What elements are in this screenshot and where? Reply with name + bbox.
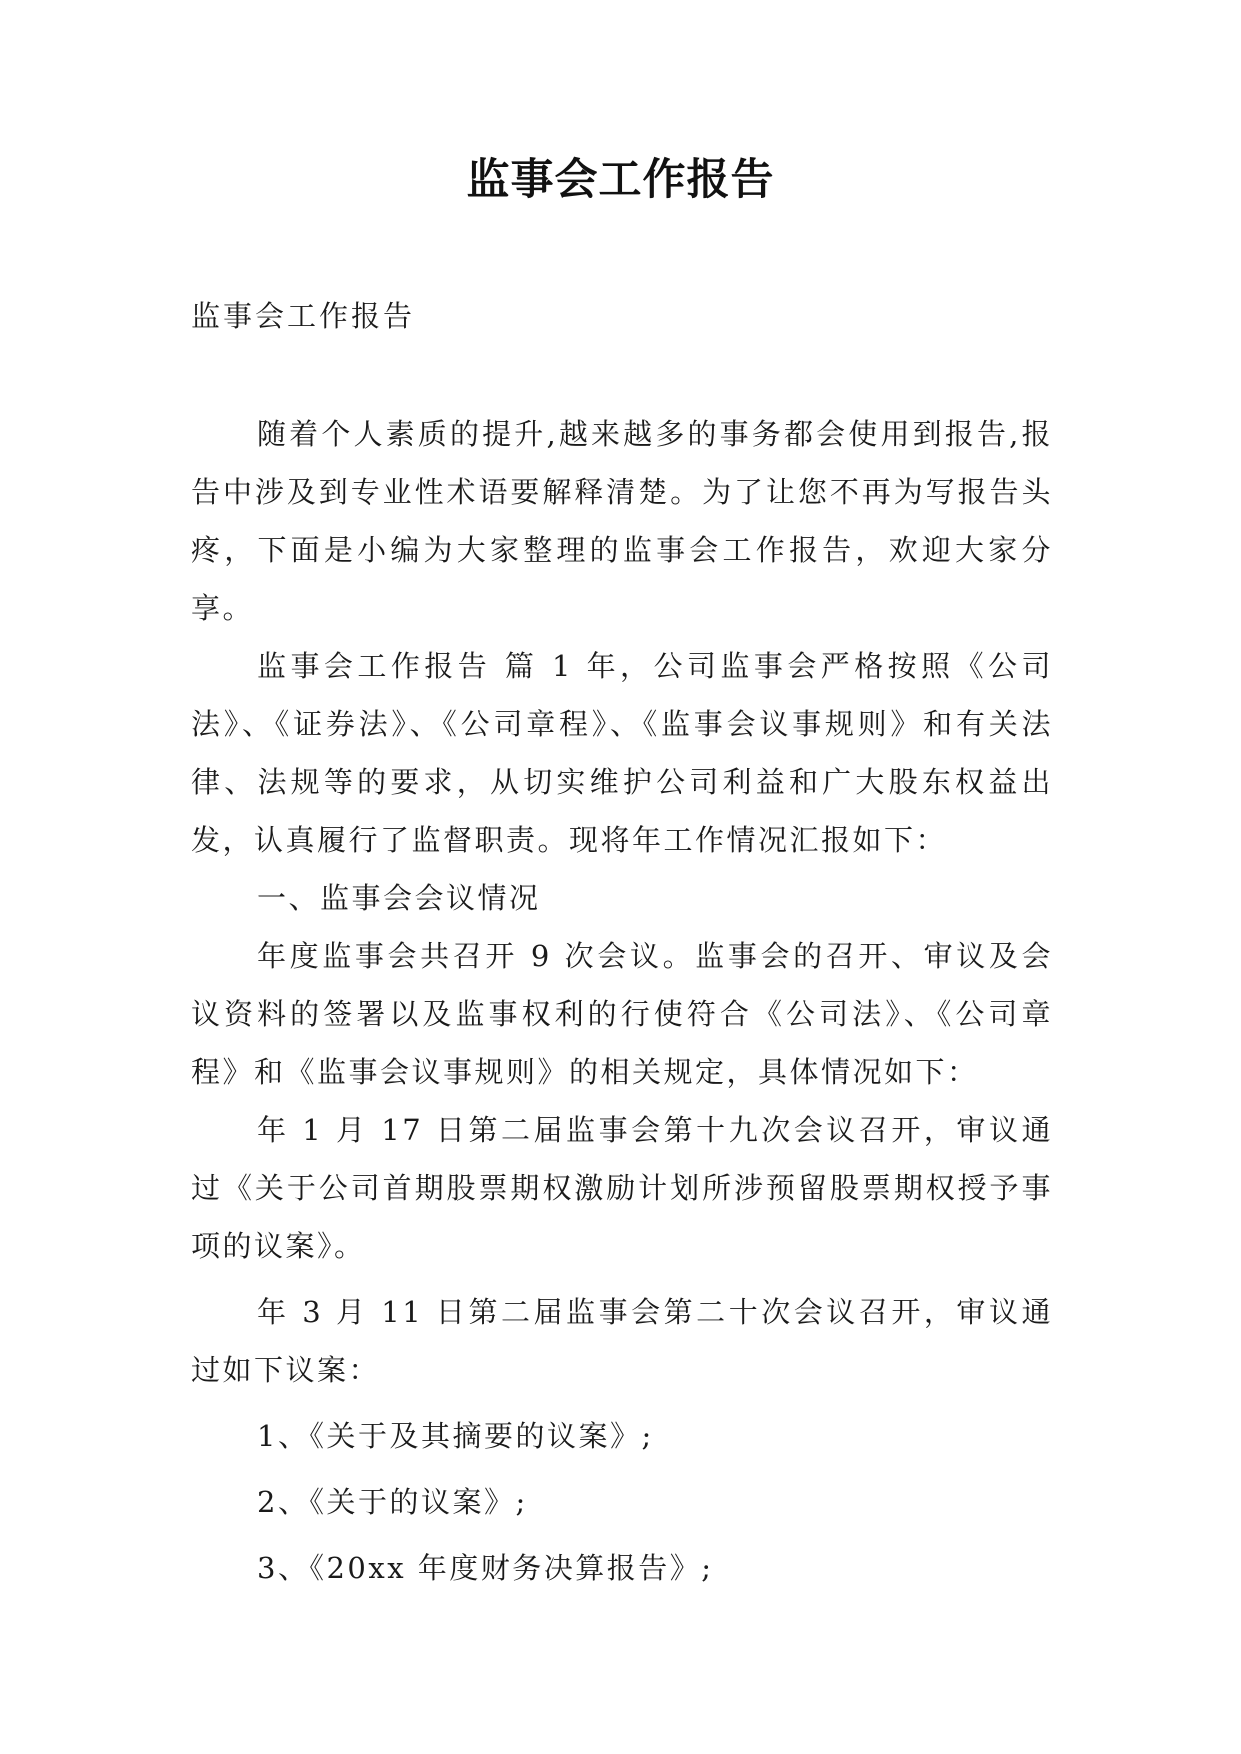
meetings-summary-paragraph: 年度监事会共召开 9 次会议。监事会的召开、审议及会议资料的签署以及监事权利的行使符合《公司法》、《公司章程》和《监事会议事规则》的相关规定，具体情况如下： bbox=[191, 939, 1053, 1089]
agenda-item-3: 3、《20xx 年度财务决算报告》; bbox=[257, 1551, 714, 1585]
intro-paragraph: 随着个人素质的提升,越来越多的事务都会使用到报告,报告中涉及到专业性术语要解释清楚。为了让您不再为写报告头疼，下面是小编为大家整理的监事会工作报告，欢迎大家分享。 bbox=[191, 417, 1053, 625]
document-body bbox=[191, 405, 1053, 1597]
document-title: 监事会工作报告 bbox=[466, 155, 775, 205]
document-subtitle: 监事会工作报告 bbox=[191, 299, 416, 333]
section-heading-meetings: 一、监事会会议情况 bbox=[257, 881, 541, 915]
report-paragraph-1: 监事会工作报告 篇 1 年，公司监事会严格按照《公司法》、《证券法》、《公司章程》、《监事会议事规则》和有关法律、法规等的要求，从切实维护公司利益和广大股东权益出发，认真履行了监督职责。现将年工作情况汇报如下： bbox=[191, 649, 1053, 857]
meeting-mar-paragraph: 年 3 月 11 日第二届监事会第二十次会议召开，审议通过如下议案： bbox=[191, 1295, 1053, 1387]
meeting-jan-paragraph: 年 1 月 17 日第二届监事会第十九次会议召开，审议通过《关于公司首期股票期权激励计划所涉预留股票期权授予事项的议案》。 bbox=[191, 1113, 1053, 1263]
agenda-item-1: 1、《关于及其摘要的议案》; bbox=[257, 1419, 654, 1453]
agenda-item-2: 2、《关于的议案》; bbox=[257, 1485, 528, 1519]
